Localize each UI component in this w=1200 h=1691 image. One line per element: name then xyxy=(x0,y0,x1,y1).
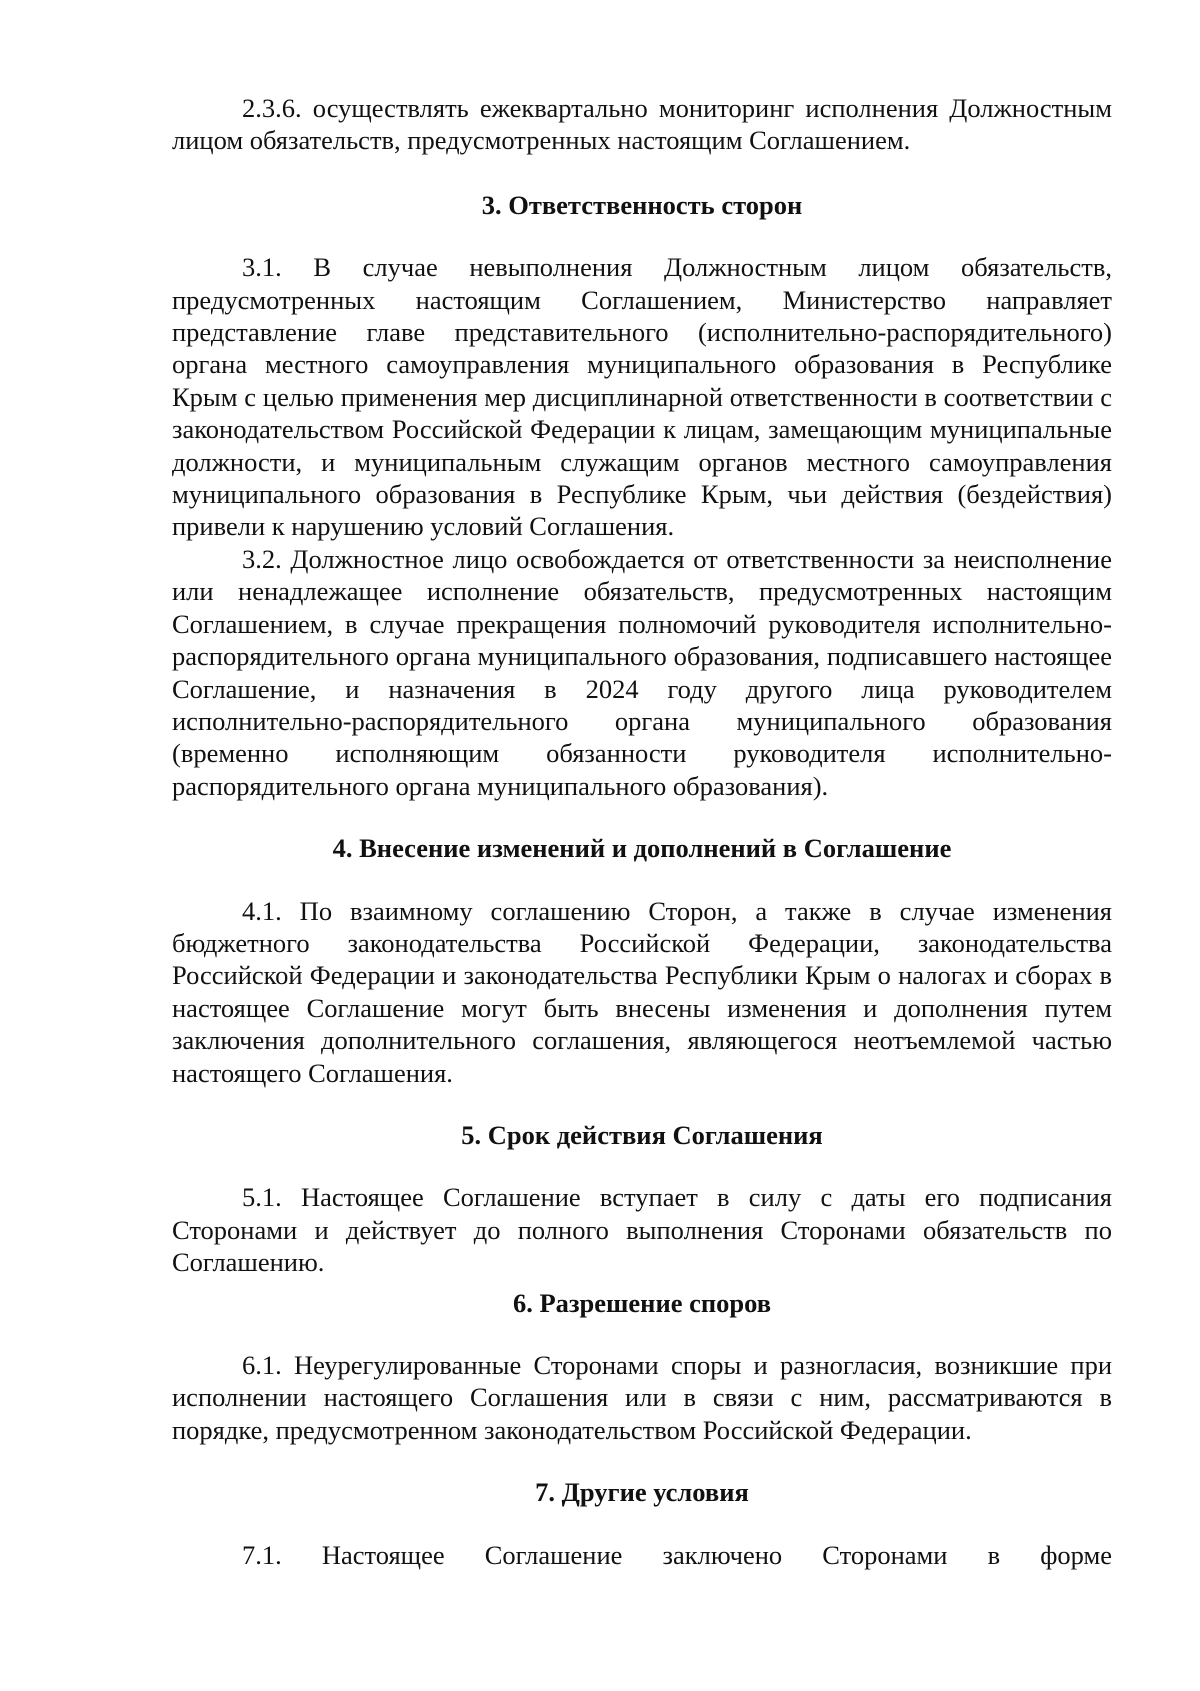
spacer xyxy=(172,221,1112,251)
paragraph-7-1: 7.1. Настоящее Соглашение заключено Сторонами в форме xyxy=(242,1539,1112,1570)
paragraph-2-3-6: 2.3.6. осуществлять ежеквартально мониторинг исполнения Должностным лицом обязательств, предусмотренных настоящим Соглашением. xyxy=(172,93,1112,156)
spacer xyxy=(172,865,1112,895)
spacer xyxy=(172,157,1112,189)
spacer xyxy=(172,1089,1112,1119)
heading-section-4: 4. Внесение изменений и дополнений в Соглашение xyxy=(332,833,952,864)
paragraph-3-2: 3.2. Должностное лицо освобождается от ответственности за неисполнение или ненадлежащее исполнение обязательств, предусмотренных настоящим Соглашением, в случае прекращения полномочий руководителя исполнительно-распорядительного органа муниципального образования, подписавшего настоящее Соглашение, и назначения в 2024 году другого лица руководителем исполнительно-распорядительного органа муниципального образования (временно исполняющим обязанности руководителя исполнительно-распорядительного органа муниципального образования). xyxy=(172,543,1112,801)
spacer xyxy=(172,802,1112,832)
spacer xyxy=(172,1446,1112,1476)
paragraph-6-1: 6.1. Неурегулированные Сторонами споры и разногласия, возникшие при исполнении настоящего Соглашения или в связи с ним, рассматриваются в порядке, предусмотренном законодательством Российской Федерации. xyxy=(172,1350,1112,1445)
paragraph-3-1: 3.1. В случае невыполнения Должностным лицом обязательств, предусмотренных настоящим Соглашением, Министерство направляет представление главе представительного (исполнительно-распорядительного) органа местного самоуправления муниципального образования в Республике Крым с целью применения мер дисциплинарной ответственности в соответствии с законодательством Российской Федерации к лицам, замещающим муниципальные должности, и муниципальным служащим органов местного самоуправления муниципального образования в Республике Крым, чьи действия (бездействия) привели к нарушению условий Соглашения. xyxy=(172,252,1112,542)
spacer xyxy=(172,1151,1112,1181)
spacer xyxy=(172,1279,1112,1287)
document-page xyxy=(172,92,1112,1571)
paragraph-5-1: 5.1. Настоящее Соглашение вступает в силу с даты его подписания Сторонами и действует до полного выполнения Сторонами обязательств по Соглашению. xyxy=(172,1182,1112,1278)
spacer xyxy=(172,1509,1112,1539)
heading-section-5: 5. Срок действия Соглашения xyxy=(461,1119,823,1150)
spacer xyxy=(172,1319,1112,1349)
paragraph-4-1: 4.1. По взаимному соглашению Сторон, а также в случае изменения бюджетного законодательства Российской Федерации, законодательства Российской Федерации и законодательства Республики Крым о налогах и сборах в настоящее Соглашение могут быть внесены изменения и дополнения путем заключения дополнительного соглашения, являющегося неотъемлемой частью настоящего Соглашения. xyxy=(172,895,1112,1088)
heading-section-7: 7. Другие условия xyxy=(535,1477,749,1508)
heading-section-6: 6. Разрешение споров xyxy=(512,1287,772,1318)
heading-section-3: 3. Ответственность сторон xyxy=(481,189,803,220)
